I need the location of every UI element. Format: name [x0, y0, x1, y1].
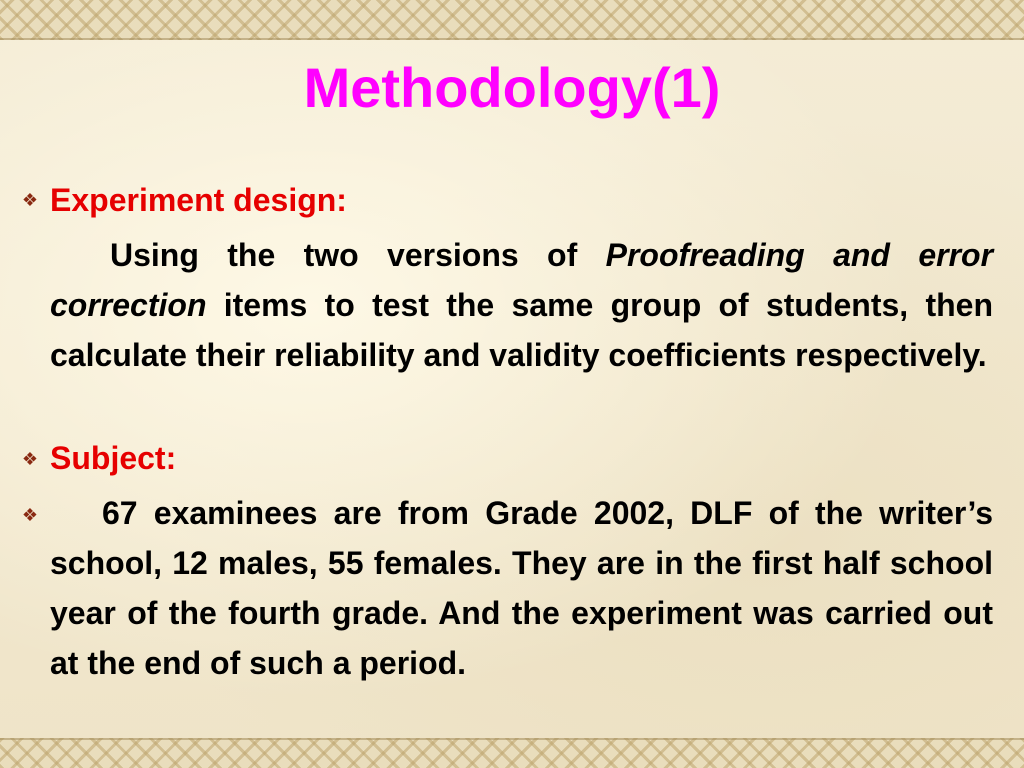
experiment-design-italic-title: Proofreading and error correction [50, 237, 994, 323]
experiment-design-text-end: items to test the same group of students, then calculate their reliability and validity coefficients respectively. [50, 287, 994, 373]
decorative-border-top [0, 0, 1024, 40]
experiment-design-paragraph [50, 230, 993, 380]
diamond-bullet-icon: ❖ [21, 449, 39, 469]
section-heading-subject: Subject: [50, 440, 177, 476]
slide-title: Methodology(1) [303, 56, 721, 119]
diamond-bullet-icon: ❖ [21, 505, 39, 525]
diamond-bullet-icon: ❖ [21, 190, 39, 210]
subject-paragraph [50, 488, 993, 688]
section-heading-experiment-design: Experiment design: [50, 182, 347, 218]
subject-text: 67 examinees are from Grade 2002, DLF of the writer’s school, 12 males, 55 females. They are in the first half school year of the fourth grade. And the experiment was carried out at the end of such a period. [50, 495, 993, 681]
decorative-border-bottom [0, 738, 1024, 768]
experiment-design-text-start: Using the two versions of [110, 237, 578, 273]
